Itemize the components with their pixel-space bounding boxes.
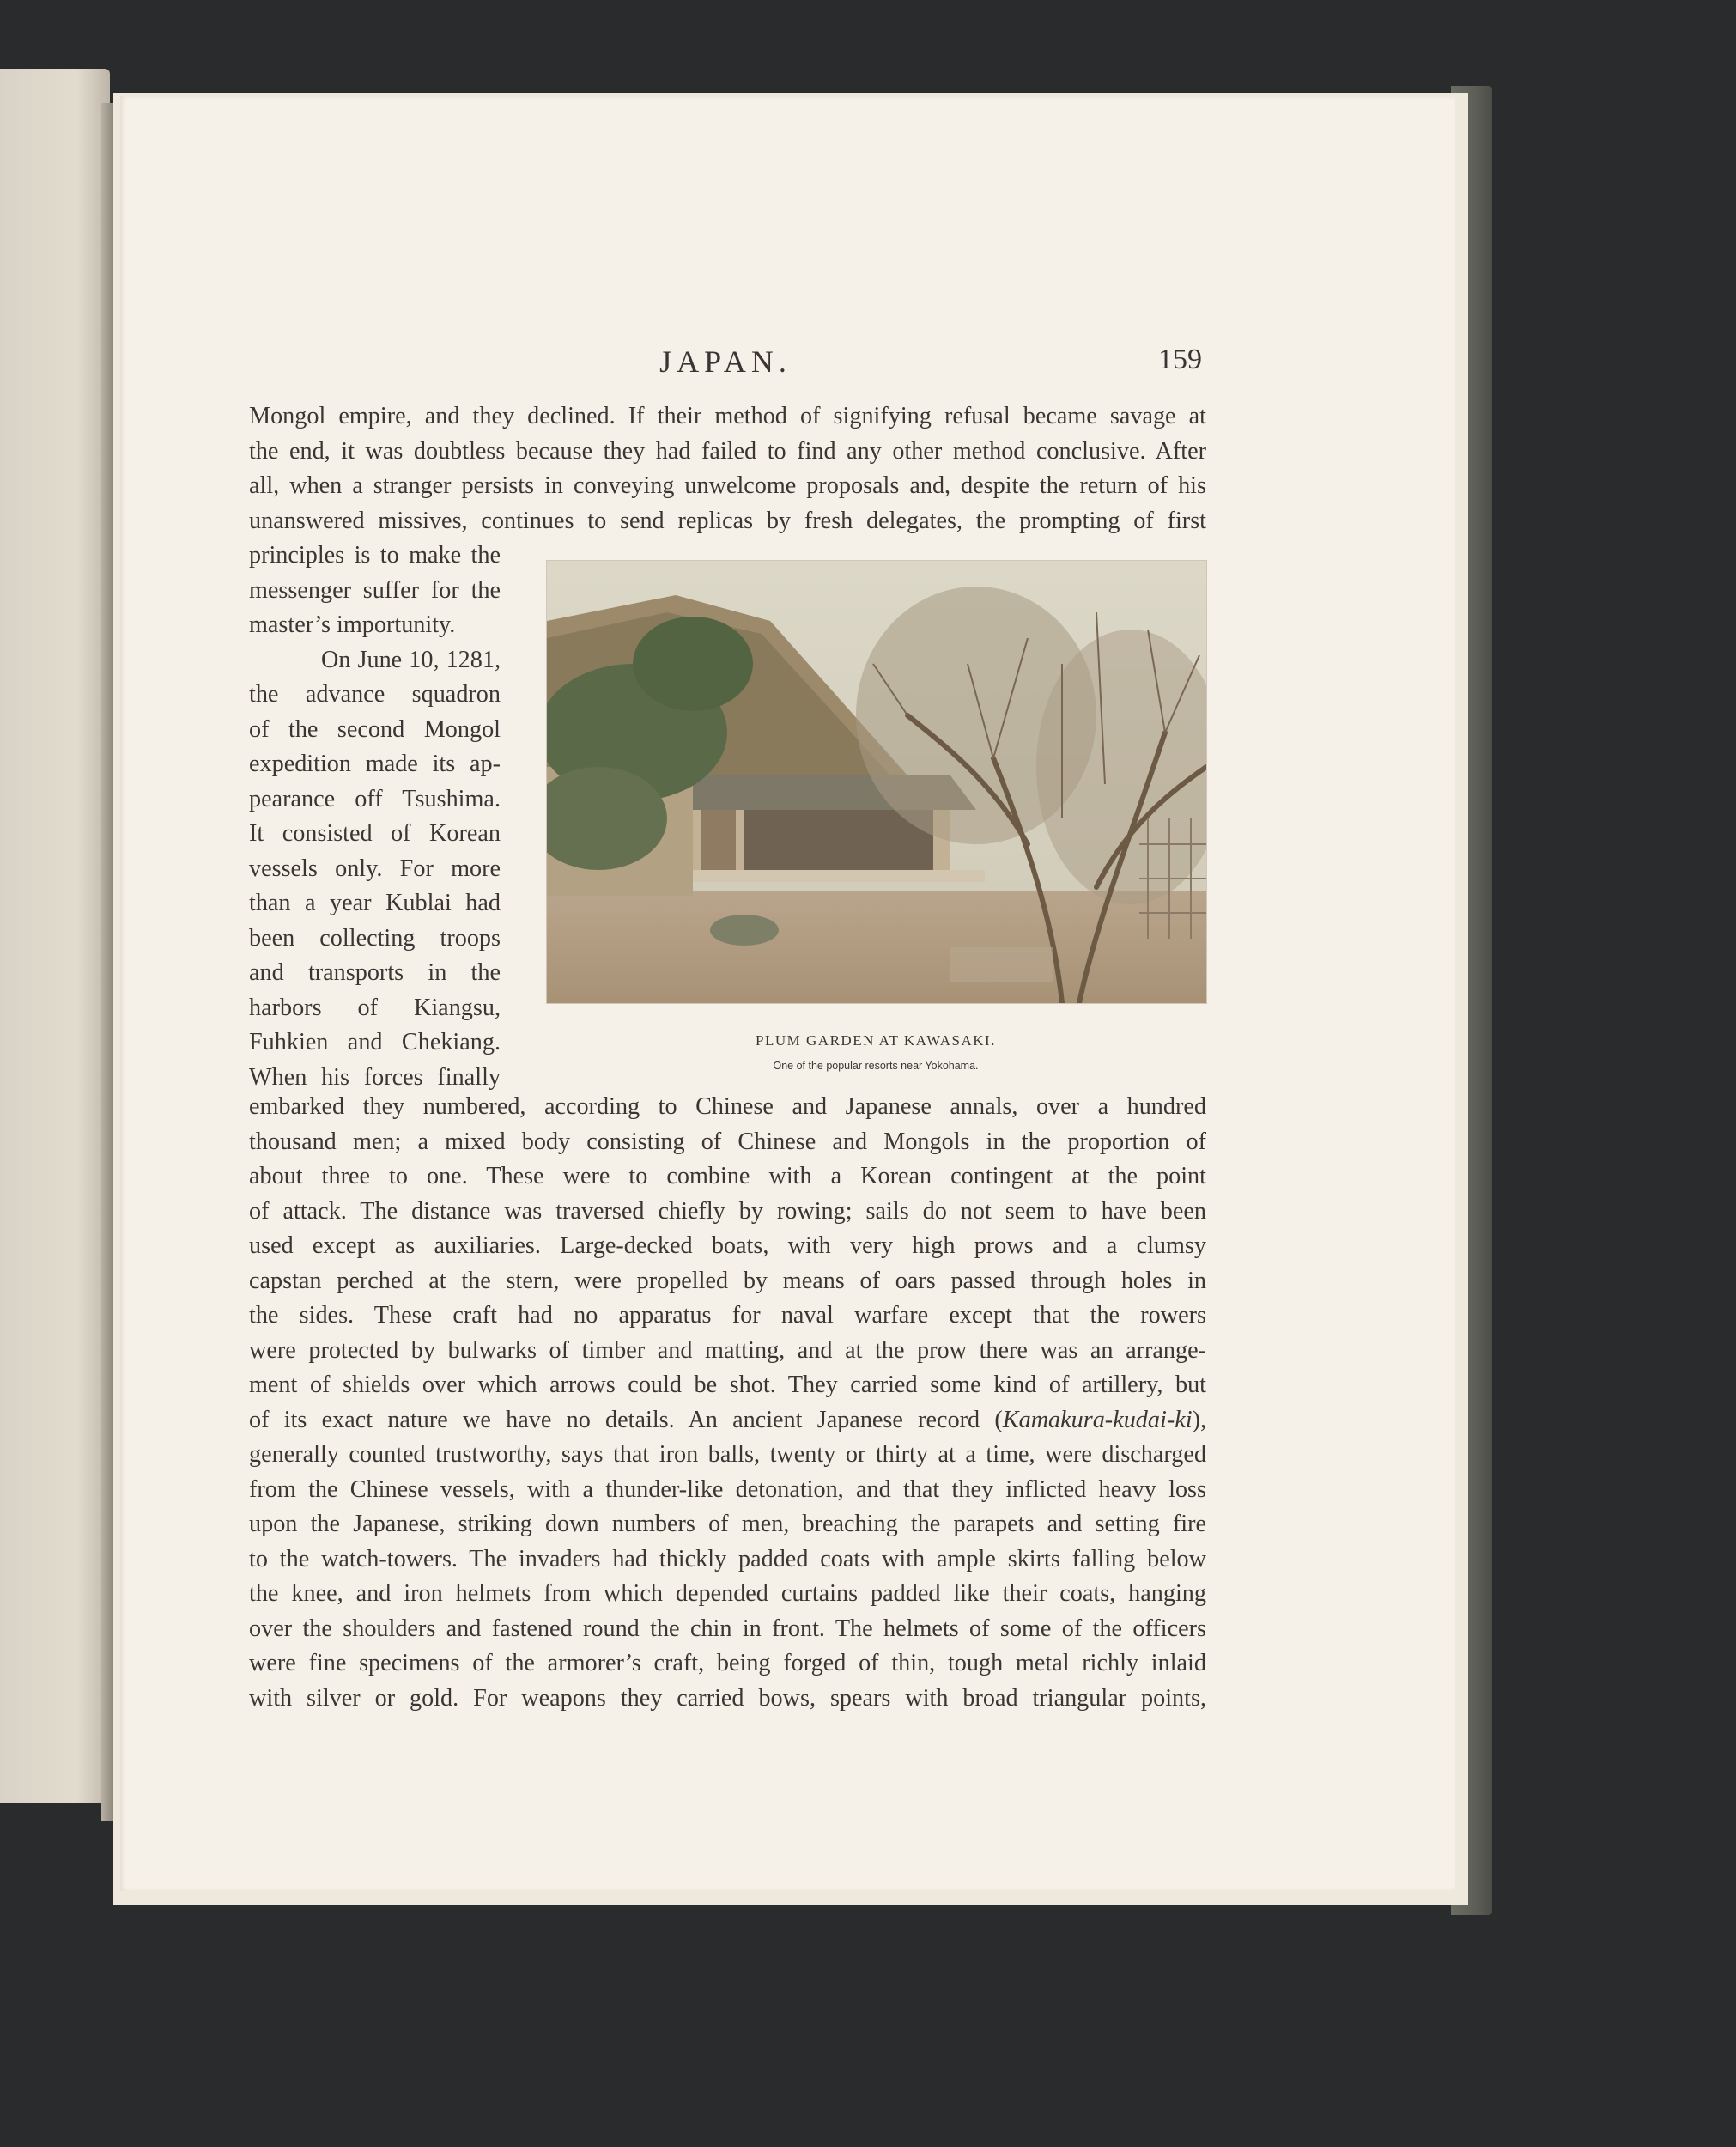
- text-line: thousand men; a mixed body consisting of Chinese and Mongols in the proportion of: [249, 1128, 1206, 1155]
- text-line: unanswered missives, continues to send replicas by fresh delegates, the prompting of first: [249, 507, 1206, 534]
- text-line: of the second Mongol: [249, 715, 501, 743]
- text-line: generally counted trustworthy, says that iron balls, twenty or thirty at a time, were discharged: [249, 1441, 1206, 1468]
- text-line: master’s importunity.: [249, 611, 456, 638]
- text-line: principles is to make the: [249, 542, 501, 569]
- text-line: Mongol empire, and they declined. If their method of signifying refusal became savage at: [249, 403, 1206, 429]
- text-line: capstan perched at the stern, were propelled by means of oars passed through holes in: [249, 1267, 1206, 1294]
- text-line: pearance off Tsushima.: [249, 785, 501, 812]
- running-head: [249, 344, 1202, 386]
- text-line: were protected by bulwarks of timber and matting, and at the prow there was an arrange-: [249, 1336, 1206, 1364]
- text-line: than a year Kublai had: [249, 890, 501, 916]
- text-line: harbors of Kiangsu,: [249, 994, 501, 1021]
- text-line: the sides. These craft had no apparatus for naval warfare except that the rowers: [249, 1302, 1206, 1329]
- text-line: of attack. The distance was traversed chiefly by rowing; sails do not seem to have been: [249, 1197, 1206, 1225]
- text-line: and transports in the: [249, 959, 501, 986]
- text-segment: of its exact nature we have no details. An ancient Japanese record (: [249, 1406, 1003, 1433]
- text-line: been collecting troops: [249, 924, 501, 952]
- text-line: all, when a stranger persists in conveying unwelcome proposals and, despite the return of his: [249, 472, 1206, 499]
- text-line: the knee, and iron helmets from which depended curtains padded like their coats, hanging: [249, 1580, 1206, 1607]
- text-line: On June 10, 1281,: [321, 646, 501, 673]
- text-segment: ),: [1192, 1406, 1206, 1433]
- text-line: Fuhkien and Chekiang.: [249, 1029, 501, 1055]
- text-line: embarked they numbered, according to Chinese and Japanese annals, over a hundred: [249, 1093, 1206, 1120]
- text-line: to the watch-towers. The invaders had thickly padded coats with ample skirts falling below: [249, 1545, 1206, 1572]
- left-page: [0, 69, 110, 1803]
- text-line: ment of shields over which arrows could be shot. They carried some kind of artillery, but: [249, 1372, 1206, 1398]
- text-column-left: [249, 538, 501, 1095]
- text-line: with silver or gold. For weapons they carried bows, spears with broad triangular points,: [249, 1684, 1206, 1712]
- text-line: over the shoulders and fastened round the chin in front. The helmets of some of the officers: [249, 1615, 1206, 1642]
- running-title: JAPAN.: [659, 344, 792, 379]
- text-line: were fine specimens of the armorer’s craft, being forged of thin, tough metal richly inlaid: [249, 1650, 1206, 1676]
- left-page-edge: [101, 103, 113, 1821]
- figure-caption-subtitle: One of the popular resorts near Yokohama.: [773, 1060, 979, 1072]
- text-line: about three to one. These were to combine with a Korean contingent at the point: [249, 1163, 1206, 1189]
- figure-caption-title: PLUM GARDEN AT KAWASAKI.: [756, 1032, 996, 1049]
- text-line: from the Chinese vessels, with a thunder-like detonation, and that they inflicted heavy loss: [249, 1475, 1206, 1503]
- text-line: used except as auxiliaries. Large-decked boats, with very high prows and a clumsy: [249, 1232, 1206, 1259]
- text-line: vessels only. For more: [249, 855, 501, 882]
- text-line: the advance squadron: [249, 681, 501, 708]
- text-line: upon the Japanese, striking down numbers of men, breaching the parapets and setting fire: [249, 1511, 1206, 1537]
- text-block-top: [249, 399, 1206, 538]
- text-line: [249, 1403, 1206, 1438]
- text-block-bottom: [249, 1090, 1206, 1716]
- plum-garden-photo: [546, 560, 1207, 1004]
- page-number: 159: [1158, 344, 1202, 375]
- text-line: When his forces finally: [249, 1063, 501, 1091]
- text-line: messenger suffer for the: [249, 576, 501, 604]
- text-line: It consisted of Korean: [249, 820, 501, 847]
- italic-title: Kamakura-kudai-ki: [1002, 1406, 1193, 1433]
- photo-illustration: [547, 561, 1206, 1003]
- text-line: the end, it was doubtless because they had failed to find any other method conclusive. After: [249, 437, 1206, 465]
- text-line: expedition made its ap-: [249, 751, 501, 777]
